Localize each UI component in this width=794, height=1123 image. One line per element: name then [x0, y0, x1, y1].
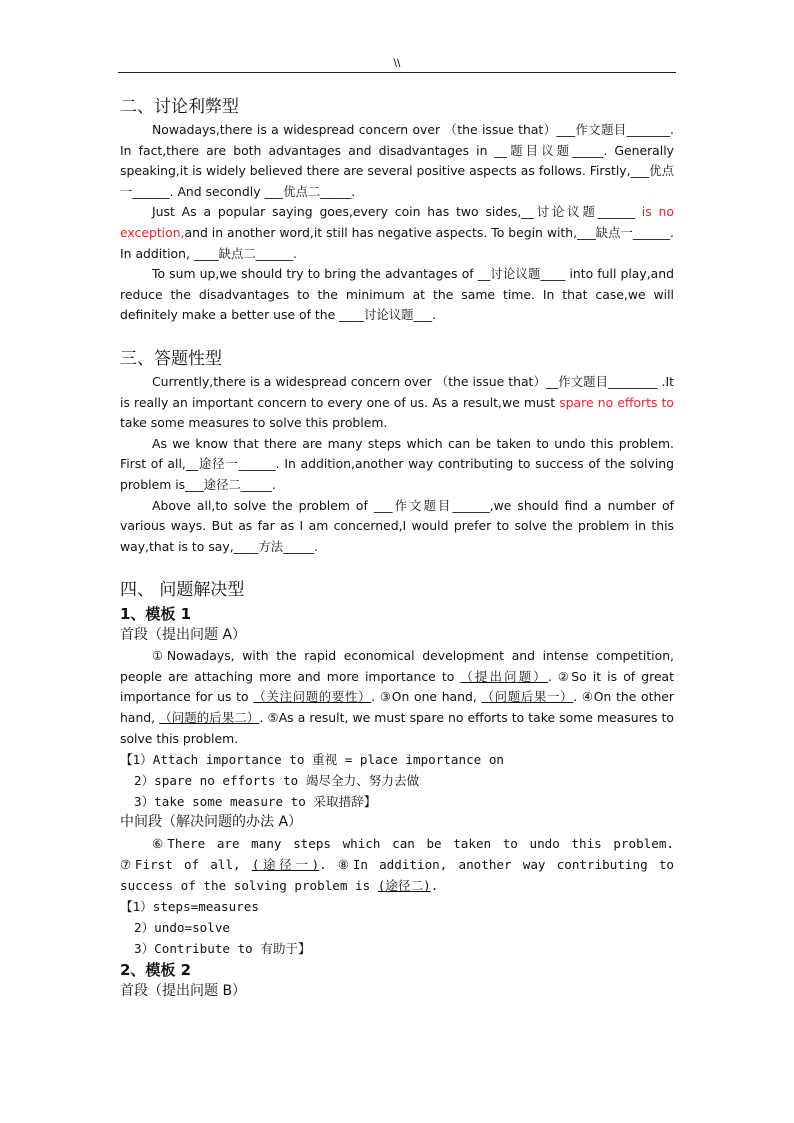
template-2-title: 2、模板 2	[120, 961, 192, 980]
highlighted-phrase: is no exception,	[120, 204, 674, 240]
para-text: . ②So it is of great importance for us to	[120, 668, 675, 705]
para-text: . ④On the other hand,	[120, 689, 675, 726]
para-text: . ⑧In addition, another way contributing to success of the solving problem is	[120, 857, 674, 894]
section-2-para-1: Nowadays,there is a widespread concern over （the issue that）___作文题目_______. In fact,there are both advantages and disadvantages in __题目议题_____. Generally speaking,it is widely believed there are several positive aspects as follows. Firstly,___优点一______. And secondly ___优点二_____.	[120, 122, 674, 199]
para-text: ①Nowadays, with the rapid economical development and intense competition, people are attaching more and more importance to	[120, 648, 674, 684]
blank-5: (途径一)	[251, 857, 320, 873]
note-line: 2）spare no efforts to 竭尽全力、努力去做	[134, 773, 420, 789]
middle-para	[120, 833, 674, 896]
para-text: and in another word,it still has negative aspects. To begin with,___缺点一______. In addition, ____缺点二______.	[120, 224, 674, 261]
header-rule	[118, 72, 676, 73]
blank-3: （问题后果一）	[481, 689, 574, 705]
note-line: 【1）steps=measures	[120, 899, 259, 915]
template-1-para	[120, 646, 674, 749]
section-4-title: 四、 问题解决型	[120, 580, 245, 601]
blank-6: (途径二)	[377, 878, 431, 894]
note-line: 【1）Attach importance to 重视 = place importance on	[120, 752, 504, 768]
blank-4: （问题的后果二）	[159, 710, 260, 726]
para-text: take some measures to solve this problem.	[120, 415, 388, 431]
document-body	[120, 94, 674, 1002]
middle-subtitle: 中间段（解决问题的办法 A）	[120, 814, 303, 831]
template-2-subtitle: 首段（提出问题 B）	[120, 983, 247, 1000]
note-line: 3）take some measure to 采取措辞】	[134, 794, 377, 810]
section-2-para-2	[120, 202, 674, 264]
section-3-para-3: Above all,to solve the problem of ___作文题目______,we should find a number of various ways. But as far as I am concerned,I would prefer to solve the problem in this way,that is to say,____方法_____.	[120, 497, 674, 554]
para-text: . ③On one hand,	[371, 689, 482, 705]
template-1-title: 1、模板 1	[120, 605, 192, 624]
section-2-title: 二、讨论利弊型	[120, 97, 239, 117]
section-2-para-3: To sum up,we should try to bring the advantages of __讨论议题____ into full play,and reduce the disadvantages to the minimum at the same time. In that case,we will definitely make a better use of the ____讨论议题___.	[120, 266, 674, 323]
note-line: 2）undo=solve	[134, 920, 230, 936]
section-3-para-2: As we know that there are many steps which can be taken to undo this problem. First of all,__途径一______. In addition,another way contributing to success of the solving problem is___途径二_____.	[120, 435, 674, 492]
para-text: Currently,there is a widespread concern over （the issue that）__作文题目________ .It is really an important concern to every one of us. As a result,we must	[120, 373, 674, 410]
note-line: 3）Contribute to 有助于】	[134, 941, 311, 957]
para-text: .	[430, 878, 439, 894]
highlighted-phrase: spare no efforts to	[559, 394, 674, 410]
section-3-para-1	[120, 372, 674, 434]
page-header-mark: \\	[393, 56, 401, 70]
para-text: . ⑤As a result, we must spare no efforts to take some measures to solve this problem.	[120, 710, 674, 746]
para-text: ⑥There are many steps which can be taken to undo this problem. ⑦First of all,	[120, 836, 674, 873]
section-3-title: 三、答题性型	[120, 348, 222, 369]
para-text: Just As a popular saying goes,every coin has two sides,__讨论议题______	[152, 204, 635, 220]
blank-1: （提出问题）	[460, 668, 548, 684]
blank-2: （关注问题的要性）	[253, 689, 372, 705]
template-1-subtitle: 首段（提出问题 A）	[120, 627, 247, 644]
